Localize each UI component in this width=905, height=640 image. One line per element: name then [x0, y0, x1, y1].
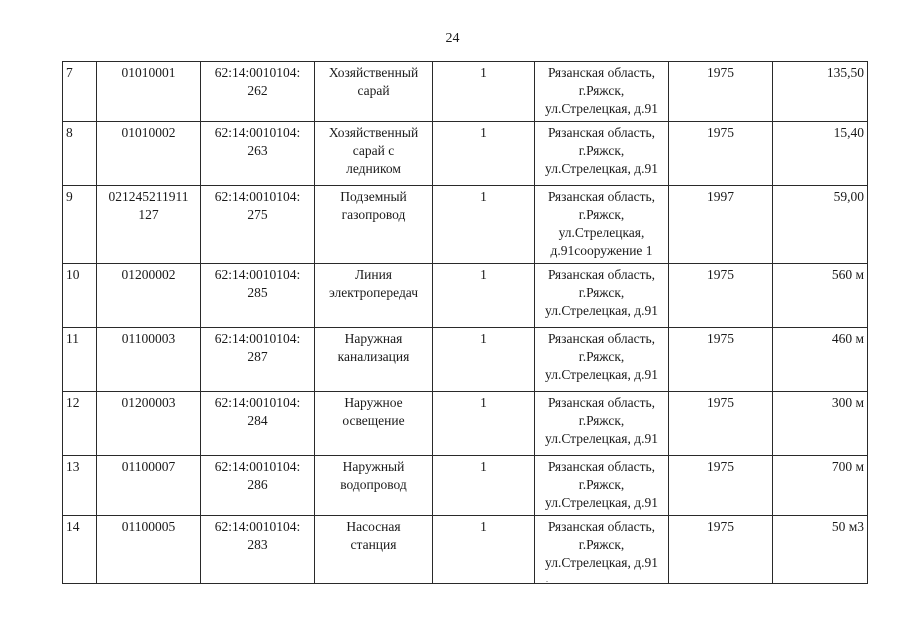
row-number-cell: 14: [63, 516, 97, 584]
page-number: 24: [445, 31, 460, 46]
row-number-cell: 13: [63, 456, 97, 516]
quantity-cell: 1: [433, 186, 535, 264]
quantity-cell: 1: [433, 328, 535, 392]
year-cell: 1975: [669, 392, 773, 456]
row-number-cell: 8: [63, 122, 97, 186]
address-cell: Рязанская область, г.Ряжск, ул.Стрелецкая, д.91сооружение 1: [535, 186, 669, 264]
year-cell: 1975: [669, 456, 773, 516]
value-cell: 460 м: [773, 328, 868, 392]
quantity-cell: 1: [433, 392, 535, 456]
object-name-cell: Подземный газопровод: [315, 186, 433, 264]
year-cell: 1975: [669, 328, 773, 392]
address-cell: Рязанская область, г.Ряжск, ул.Стрелецкая, д.91: [535, 328, 669, 392]
cadastral-number-cell: 62:14:0010104: 286: [201, 456, 315, 516]
quantity-cell: 1: [433, 62, 535, 122]
address-cell: Рязанская область, г.Ряжск, ул.Стрелецкая, д.91: [535, 264, 669, 328]
cadastral-number-cell: 62:14:0010104: 275: [201, 186, 315, 264]
address-cell: Рязанская область, г.Ряжск, ул.Стрелецкая, д.91: [535, 62, 669, 122]
cadastral-number-cell: 62:14:0010104: 263: [201, 122, 315, 186]
object-name-cell: Хозяйственный сарай: [315, 62, 433, 122]
table-row: [63, 186, 868, 264]
table-row: [63, 516, 868, 584]
address-cell: Рязанская область, г.Ряжск, ул.Стрелецкая, д.91: [535, 122, 669, 186]
registry-body: [63, 62, 868, 584]
object-name-cell: Наружная канализация: [315, 328, 433, 392]
row-number-cell: 11: [63, 328, 97, 392]
table-row: [63, 62, 868, 122]
table-row: [63, 456, 868, 516]
value-cell: 135,50: [773, 62, 868, 122]
cadastral-number-cell: 62:14:0010104: 284: [201, 392, 315, 456]
object-name-cell: Наружный водопровод: [315, 456, 433, 516]
property-registry-table: [62, 61, 868, 584]
object-name-cell: Наружное освещение: [315, 392, 433, 456]
cadastral-number-cell: 62:14:0010104: 283: [201, 516, 315, 584]
object-name-cell: Линия электропередач: [315, 264, 433, 328]
value-cell: 59,00: [773, 186, 868, 264]
value-cell: 300 м: [773, 392, 868, 456]
address-cell: Рязанская область, г.Ряжск, ул.Стрелецкая, д.91: [535, 456, 669, 516]
address-cell: Рязанская область, г.Ряжск, ул.Стрелецкая, д.91: [535, 392, 669, 456]
value-cell: 560 м: [773, 264, 868, 328]
row-number-cell: 10: [63, 264, 97, 328]
quantity-cell: 1: [433, 516, 535, 584]
value-cell: 700 м: [773, 456, 868, 516]
object-name-cell: Насосная станция: [315, 516, 433, 584]
inventory-number-cell: 021245211911 127: [97, 186, 201, 264]
table-row: [63, 264, 868, 328]
inventory-number-cell: 01200003: [97, 392, 201, 456]
table-row: [63, 328, 868, 392]
year-cell: 1975: [669, 264, 773, 328]
inventory-number-cell: 01100003: [97, 328, 201, 392]
scan-artifact-dot: [546, 581, 548, 582]
cadastral-number-cell: 62:14:0010104: 285: [201, 264, 315, 328]
inventory-number-cell: 01010001: [97, 62, 201, 122]
value-cell: 15,40: [773, 122, 868, 186]
quantity-cell: 1: [433, 264, 535, 328]
year-cell: 1975: [669, 516, 773, 584]
year-cell: 1975: [669, 62, 773, 122]
inventory-number-cell: 01100005: [97, 516, 201, 584]
row-number-cell: 9: [63, 186, 97, 264]
row-number-cell: 12: [63, 392, 97, 456]
object-name-cell: Хозяйственный сарай с ледником: [315, 122, 433, 186]
inventory-number-cell: 01100007: [97, 456, 201, 516]
cadastral-number-cell: 62:14:0010104: 287: [201, 328, 315, 392]
year-cell: 1975: [669, 122, 773, 186]
quantity-cell: 1: [433, 122, 535, 186]
inventory-number-cell: 01200002: [97, 264, 201, 328]
value-cell: 50 м3: [773, 516, 868, 584]
quantity-cell: 1: [433, 456, 535, 516]
cadastral-number-cell: 62:14:0010104: 262: [201, 62, 315, 122]
table-row: [63, 122, 868, 186]
row-number-cell: 7: [63, 62, 97, 122]
address-cell: Рязанская область, г.Ряжск, ул.Стрелецкая, д.91: [535, 516, 669, 584]
inventory-number-cell: 01010002: [97, 122, 201, 186]
table-row: [63, 392, 868, 456]
year-cell: 1997: [669, 186, 773, 264]
